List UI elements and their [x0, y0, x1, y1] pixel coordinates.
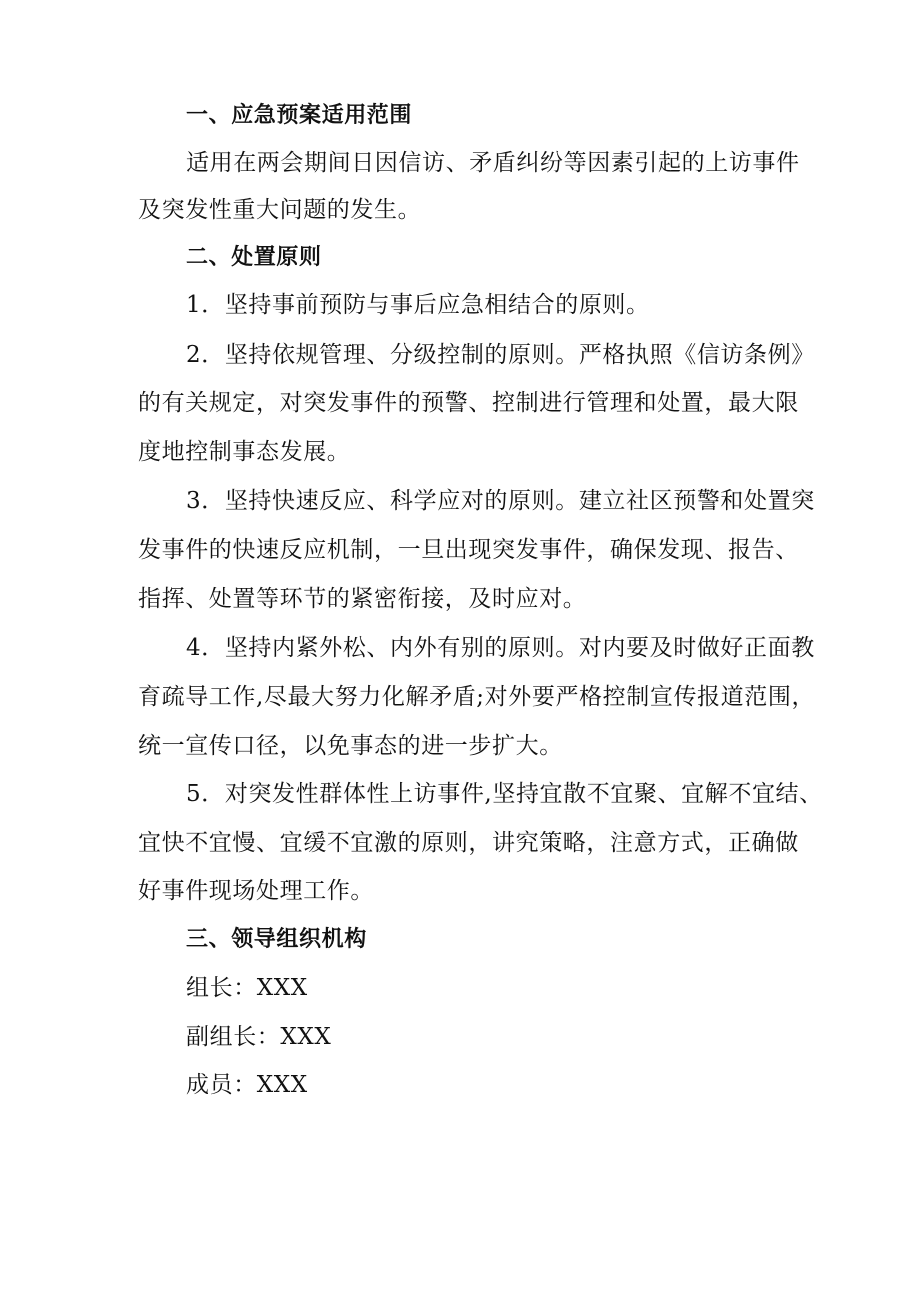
member-members: 成员：XXX: [186, 1072, 308, 1098]
section-heading-principles: 二、处置原则: [186, 245, 322, 270]
paragraph-line: 宜快不宜慢、宜缓不宜激的原则，讲究策略，注意方式，正确做: [138, 830, 799, 856]
member-group-leader: 组长：XXX: [186, 975, 308, 1001]
section-heading-organization: 三、领导组织机构: [186, 927, 367, 952]
paragraph-line: 育疏导工作,尽最大努力化解矛盾;对外要严格控制宣传报道范围，: [138, 684, 816, 710]
paragraph-line: 1．坚持事前预防与事后应急相结合的原则。: [186, 292, 650, 318]
paragraph-line: 5．对突发性群体性上访事件,坚持宜散不宜聚、宜解不宜结、: [186, 781, 823, 807]
paragraph-line: 3．坚持快速反应、科学应对的原则。建立社区预警和处置突: [186, 488, 815, 514]
paragraph-line: 好事件现场处理工作。: [138, 878, 374, 904]
section-heading-scope: 一、应急预案适用范围: [186, 103, 413, 128]
paragraph-line: 发事件的快速反应机制，一旦出现突发事件，确保发现、报告、: [138, 537, 799, 563]
paragraph-line: 4．坚持内紧外松、内外有别的原则。对内要及时做好正面教: [186, 635, 815, 661]
paragraph-line: 及突发性重大问题的发生。: [138, 197, 422, 223]
paragraph-line: 统一宣传口径，以免事态的进一步扩大。: [138, 733, 563, 759]
paragraph-line: 2．坚持依规管理、分级控制的原则。严格执照《信访条例》: [186, 342, 815, 368]
paragraph-line: 指挥、处置等环节的紧密衔接，及时应对。: [138, 586, 587, 612]
paragraph-line: 的有关规定，对突发事件的预警、控制进行管理和处置，最大限: [138, 390, 799, 416]
paragraph-line: 度地控制事态发展。: [138, 439, 351, 465]
member-deputy-leader: 副组长：XXX: [186, 1024, 332, 1050]
paragraph-line: 适用在两会期间日因信访、矛盾纠纷等因素引起的上访事件: [186, 150, 800, 176]
